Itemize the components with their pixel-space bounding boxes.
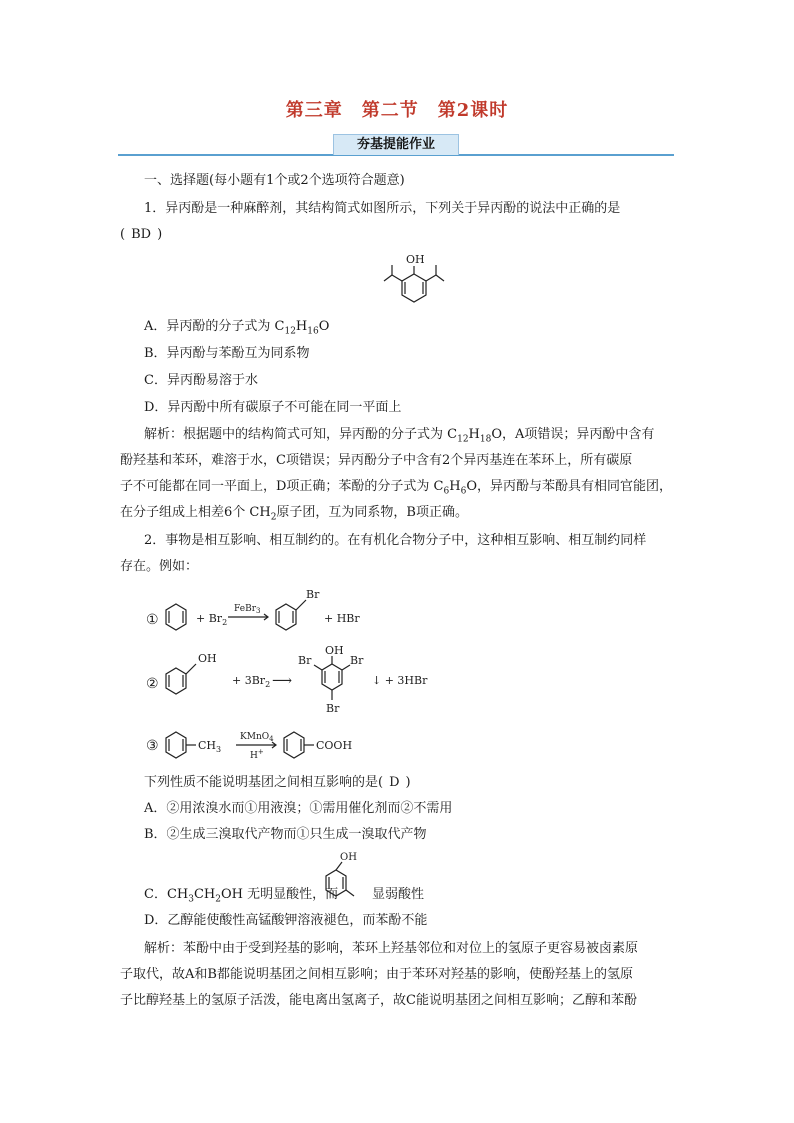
svg-text:OH: OH: [340, 852, 357, 863]
q2-stem-1: 2．事物是相互影响、相互制约的。在有机化合物分子中，这种相互影响、相互制约同样: [144, 533, 647, 548]
svg-text:Br: Br: [350, 654, 364, 667]
q1-option-a: A．异丙酚的分子式为 $C_{12}H_{16}O$: [144, 319, 330, 337]
section-heading: 一、选择题(每小题有1个或2个选项符合题意): [144, 173, 405, 188]
q1-option-b: B．异丙酚与苯酚互为同系物: [144, 346, 310, 361]
svg-text:+ Br2: + $Br_2$: [196, 612, 228, 627]
svg-text:Br: Br: [298, 654, 312, 667]
svg-text:+ HBr: + HBr: [324, 612, 360, 625]
q1-option-c: C．异丙酚易溶于水: [144, 373, 258, 388]
svg-text:Br: Br: [306, 588, 320, 601]
q2-question: 下列性质不能说明基团之间相互影响的是( D ): [144, 775, 411, 790]
q1-explanation-3: 子不可能都在同一平面上，D项正确；苯酚的分子式为 $C_6H_6O$，异丙酚与苯酚具有相同官能团，: [120, 479, 672, 497]
q2-option-c: C．$CH_3CH_2OH$ 无明显酸性，而: [144, 887, 339, 905]
svg-text:KMnO4: KMnO$_4$: [240, 732, 274, 743]
svg-text:H+: H+: [250, 748, 264, 761]
reaction-2-number: ②: [146, 676, 159, 692]
q1-answer-text: BD: [131, 227, 152, 242]
svg-text:Br: Br: [326, 702, 340, 715]
q1-explanation-2: 酚羟基和苯环，难溶于水，C项错误；异丙酚分子中含有2个异丙基连在苯环上，所有碳原: [120, 453, 633, 468]
reaction-3: [140, 722, 400, 768]
reaction-1-number: ①: [146, 612, 159, 628]
q2-stem-2: 存在。例如：: [120, 559, 199, 574]
reaction-3-number: ③: [146, 738, 159, 754]
svg-text:OH: OH: [325, 644, 344, 657]
q2-option-b: B．②生成三溴取代产物而①只生成一溴取代产物: [144, 827, 427, 842]
q2-option-a: A．②用浓溴水而①用液溴；①需用催化剂而②不需用: [144, 801, 453, 816]
q2-option-c-end: 显弱酸性: [372, 887, 425, 902]
q1-explanation-1: 解析：根据题中的结构简式可知，异丙酚的分子式为 $C_{12}H_{18}O$，A项错误；异丙酚中含有: [144, 427, 655, 445]
svg-text:COOH: COOH: [316, 739, 353, 752]
svg-text:⟶: ⟶: [272, 673, 293, 689]
q2-explanation-2: 子取代，故A和B都能说明基团之间相互影响；由于苯环对羟基的影响，使酚羟基上的氢原: [120, 967, 633, 982]
svg-text:OH: OH: [198, 652, 217, 665]
svg-text:CH3: $CH_3$: [198, 739, 222, 754]
q2-cresol-structure: [316, 850, 366, 906]
section-banner: 夯基提能作业: [333, 134, 459, 155]
q1-option-d: D．异丙酚中所有碳原子不可能在同一平面上: [144, 400, 402, 415]
reaction-2: [140, 644, 440, 720]
q2-answer-text: D: [389, 775, 400, 790]
q1-explanation-4: 在分子组成上相差6个 $CH_2$原子团，互为同系物，B项正确。: [120, 505, 468, 523]
q1-propofol-structure: [372, 250, 462, 310]
reaction-1: [140, 586, 380, 636]
q2-explanation-1: 解析：苯酚中由于受到羟基的影响，苯环上羟基邻位和对位上的氢原子更容易被卤素原: [144, 941, 639, 956]
q1-stem: 1．异丙酚是一种麻醉剂，其结构简式如图所示，下列关于异丙酚的说法中正确的是: [144, 201, 621, 216]
svg-text:FeBr3: FeBr$_3$: [234, 604, 261, 615]
q2-option-d: D．乙醇能使酸性高锰酸钾溶液褪色，而苯酚不能: [144, 913, 428, 928]
page-title: 第三章 第二节 第2课时: [285, 100, 509, 121]
q1-oh-label: OH: [406, 253, 425, 266]
svg-text:+ 3Br2: + $3Br_2$: [232, 674, 271, 689]
svg-text:↓ + 3HBr: ↓ + 3HBr: [372, 674, 428, 687]
benzene-ring: [402, 274, 426, 302]
q1-answer: ( BD ): [120, 227, 163, 242]
q2-explanation-3: 子比醇羟基上的氢原子活泼，能电离出氢离子，故C能说明基团之间相互影响；乙醇和苯酚: [120, 993, 637, 1008]
